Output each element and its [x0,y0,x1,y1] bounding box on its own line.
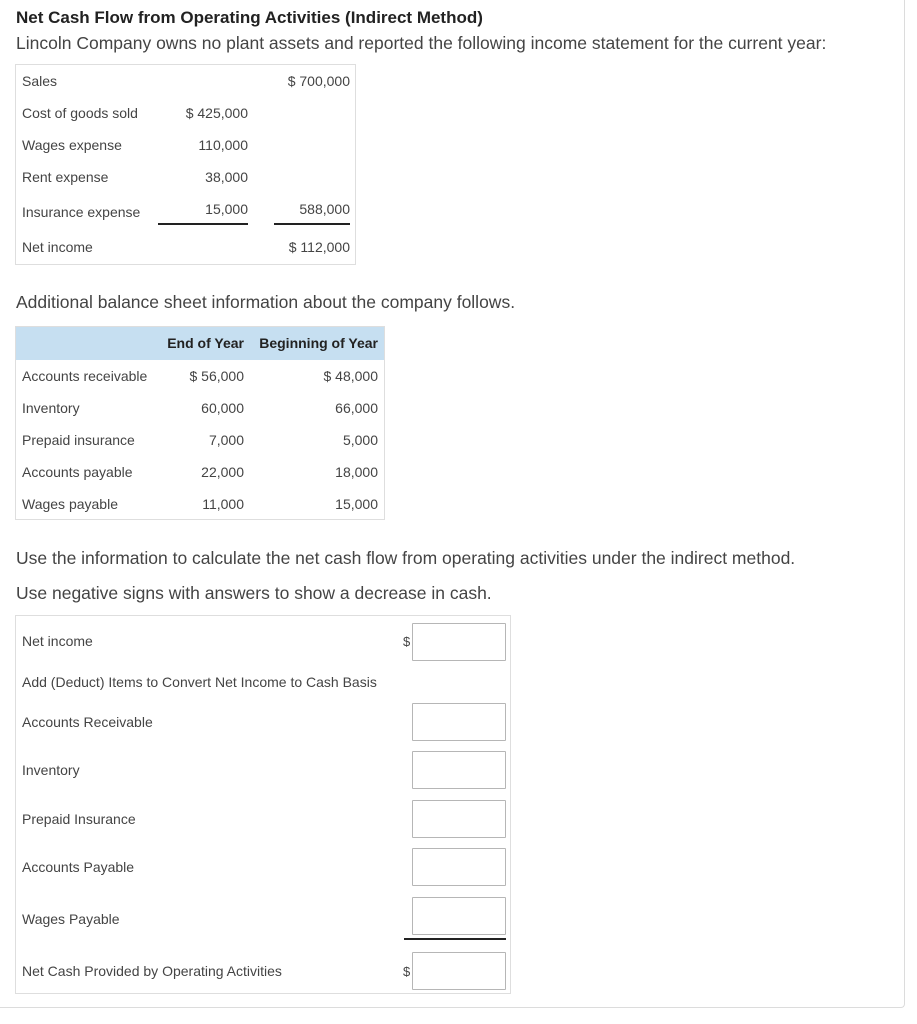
balance-row-label: Accounts receivable [22,368,148,384]
wages-expense-label: Wages expense [22,137,122,153]
balance-sheet-intro: Additional balance sheet information about the company follows. [16,292,516,312]
end-of-year-header: End of Year [167,335,244,351]
balance-row-begin: 15,000 [335,496,378,512]
balance-sheet-table [15,326,385,520]
prepaid-insurance-input[interactable] [412,800,506,838]
insurance-expense-label: Insurance expense [22,204,141,220]
sales-label: Sales [22,73,58,89]
insurance-expense-value: 15,000 [205,201,248,217]
wages-expense-value: 110,000 [198,137,248,153]
balance-row-label: Inventory [22,400,80,416]
balance-row-end: 11,000 [202,496,244,512]
balance-row-begin: 66,000 [335,400,378,416]
total-underline [404,938,506,940]
balance-row-end: 7,000 [208,432,244,448]
cogs-value: $ 425,000 [185,105,248,121]
balance-row-label: Prepaid insurance [22,432,135,448]
net-income-value: $ 112,000 [288,239,350,255]
prepaid-insurance-label: Prepaid Insurance [22,811,136,827]
currency-symbol: $ [403,964,411,979]
balance-row-begin: $ 48,000 [323,368,378,384]
inventory-label: Inventory [22,762,80,778]
instructions-line-2: Use negative signs with answers to show a decrease in cash. [16,583,492,603]
wages-payable-input[interactable] [412,897,506,935]
net-income-label: Net income [22,239,93,255]
accounts-receivable-input[interactable] [412,703,506,741]
beginning-of-year-header: Beginning of Year [259,335,378,351]
balance-row-begin: 18,000 [335,464,378,480]
problem-title: Net Cash Flow from Operating Activities (Indirect Method) [16,8,483,27]
net-cash-input[interactable] [412,952,506,990]
accounts-payable-input[interactable] [412,848,506,886]
cogs-label: Cost of goods sold [22,105,138,121]
rent-expense-value: 38,000 [205,169,248,185]
accounts-payable-label: Accounts Payable [22,859,135,875]
balance-row-end: 22,000 [201,464,244,480]
form-net-income-label: Net income [22,633,93,649]
inventory-input[interactable] [412,751,506,789]
currency-symbol: $ [403,634,411,649]
rent-expense-label: Rent expense [22,169,109,185]
income-statement-table [15,64,356,265]
accounts-receivable-label: Accounts Receivable [22,714,153,730]
net-cash-label: Net Cash Provided by Operating Activities [22,963,282,979]
sales-value: $ 700,000 [287,73,350,89]
balance-row-begin: 5,000 [342,432,378,448]
total-expenses-value: 588,000 [299,201,350,217]
total-expenses-underline [274,223,350,225]
answer-form [15,615,511,994]
balance-row-label: Accounts payable [22,464,133,480]
expenses-underline [158,223,248,225]
adjustments-header: Add (Deduct) Items to Convert Net Income to Cash Basis [22,674,377,690]
balance-row-end: 60,000 [201,400,244,416]
problem-intro: Lincoln Company owns no plant assets and reported the following income statement for the current year: [16,33,827,53]
wages-payable-label: Wages Payable [22,911,120,927]
net-income-input[interactable] [412,623,506,661]
balance-row-end: $ 56,000 [189,368,244,384]
balance-row-label: Wages payable [22,496,118,512]
instructions-line-1: Use the information to calculate the net cash flow from operating activities under the indirect method. [16,548,796,568]
